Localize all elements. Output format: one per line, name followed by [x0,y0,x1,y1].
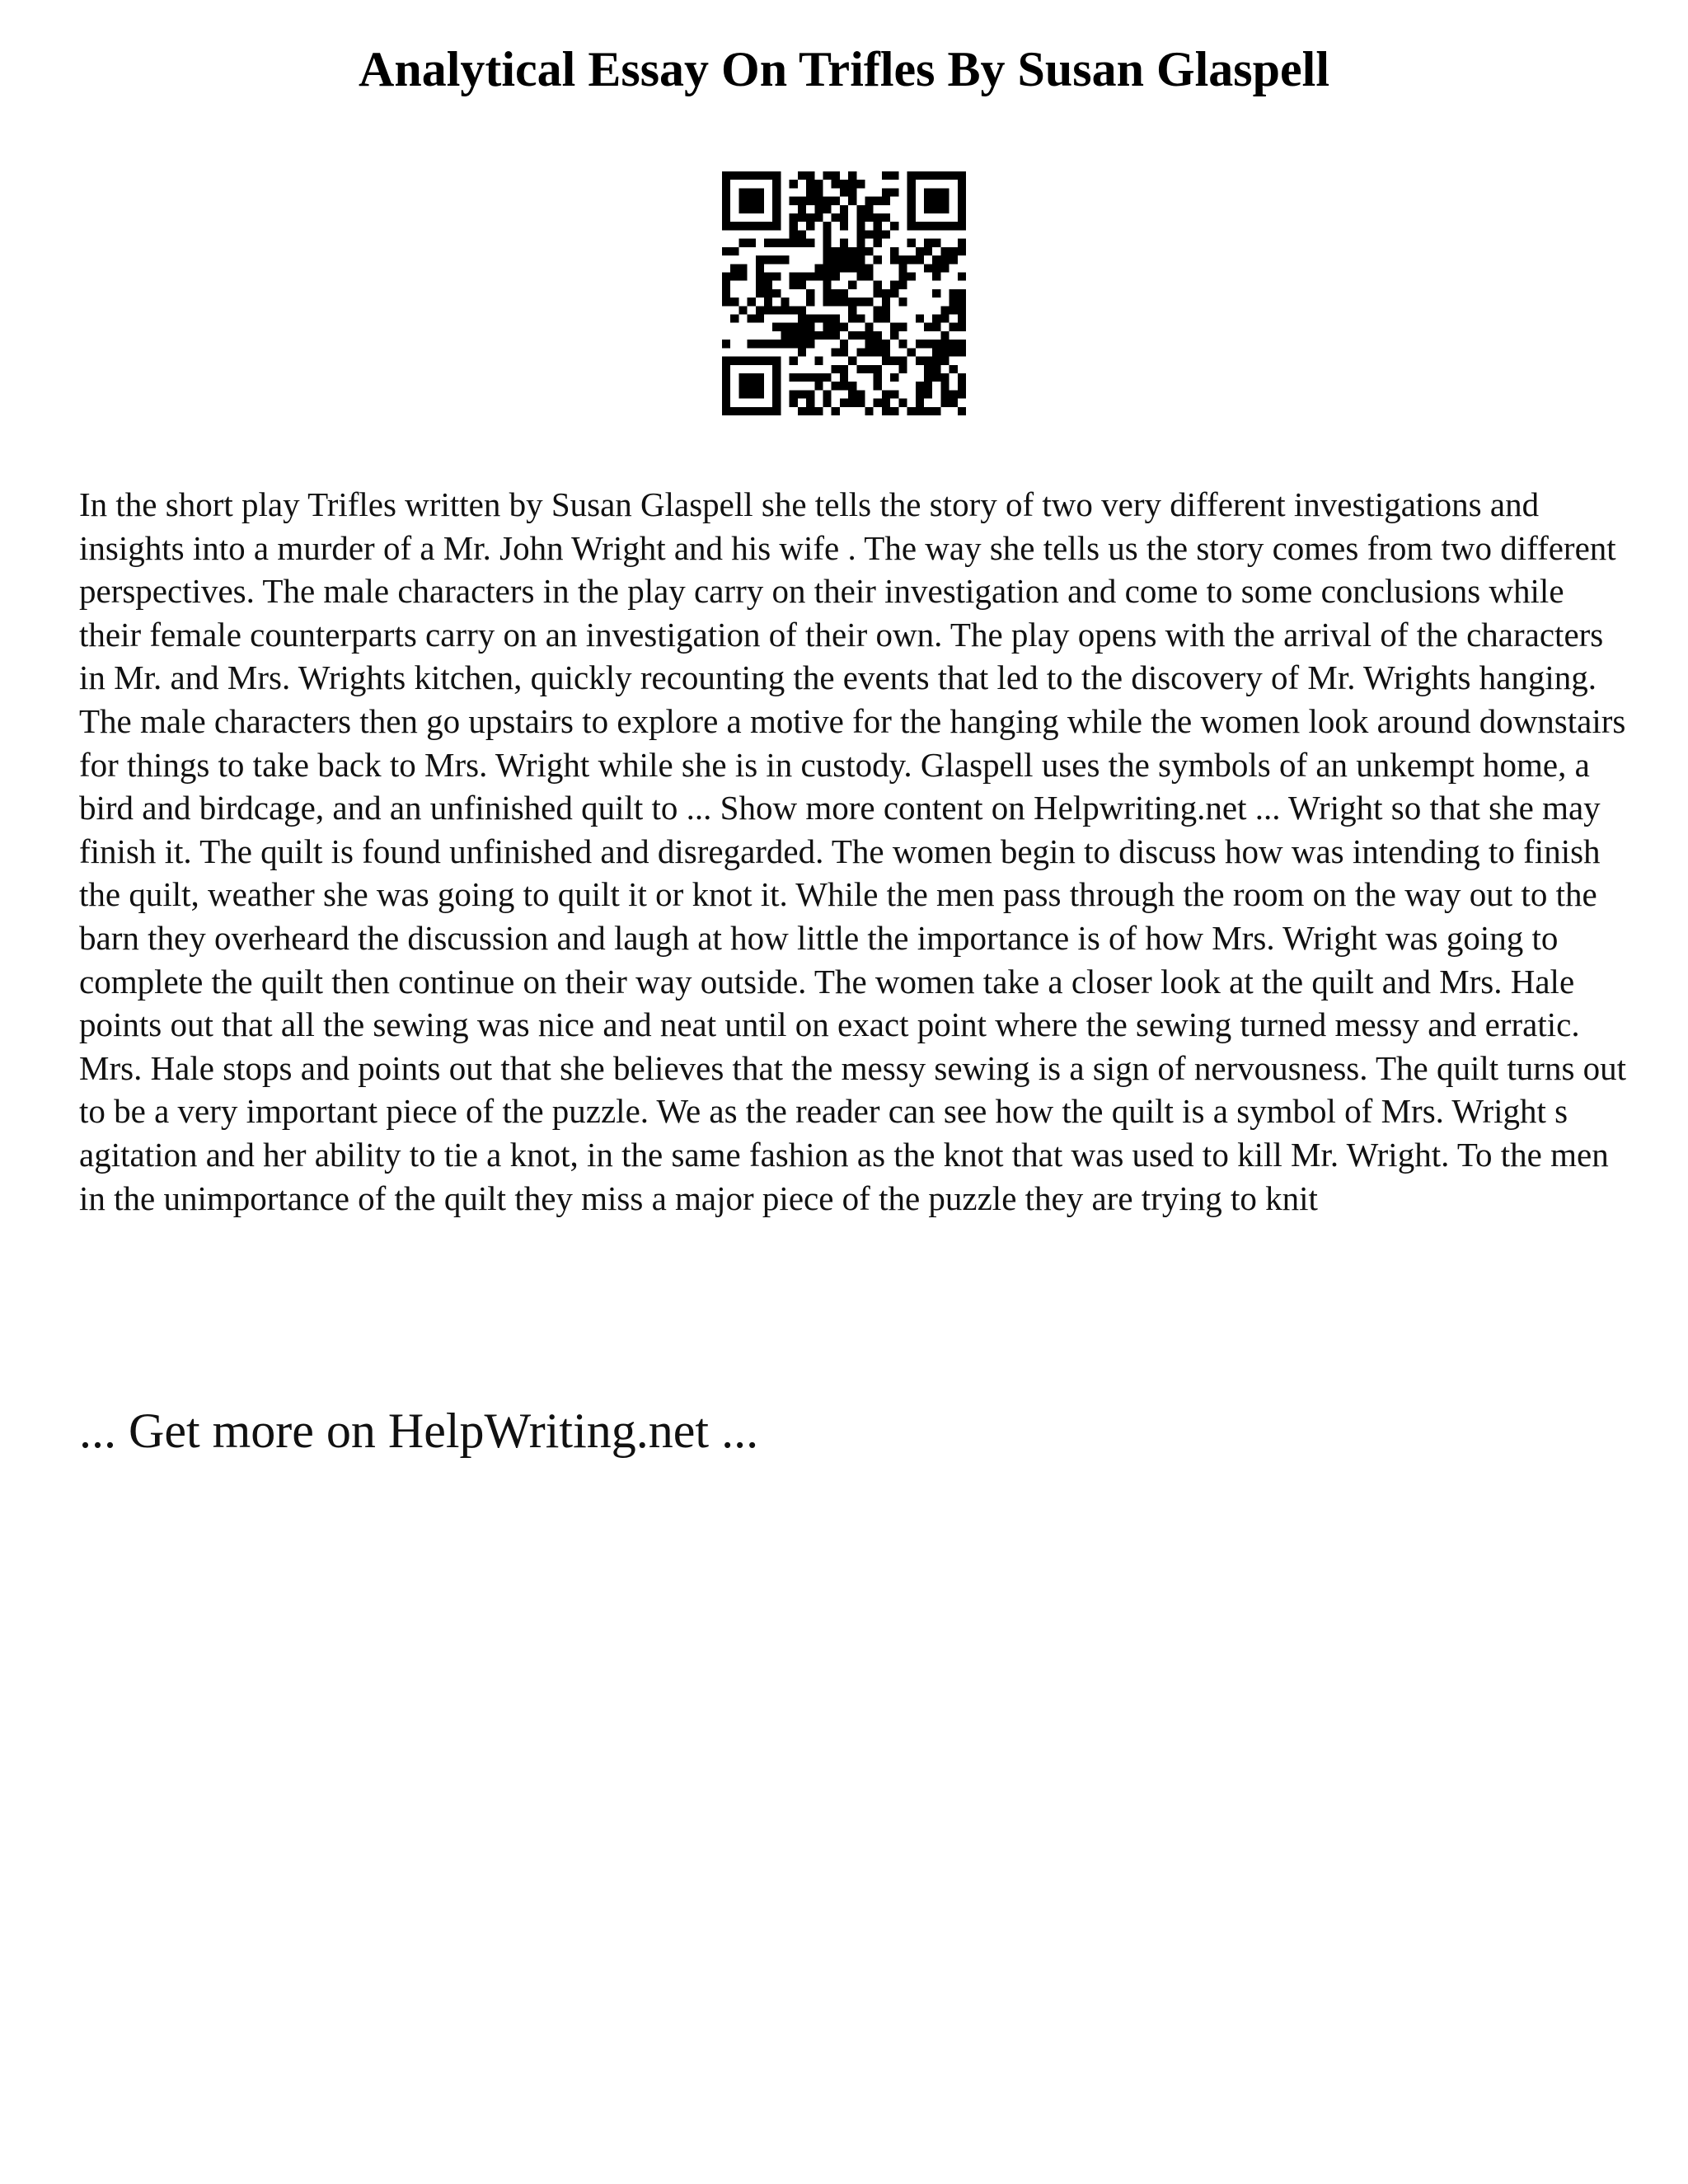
qr-code[interactable] [722,171,966,415]
qr-code-icon [722,171,966,415]
essay-body: In the short play Trifles written by Susan Glaspell she tells the story of two very different investigations and insights into a murder of a Mr. John Wright and his wife . The way she tells us the story comes from two different perspectives. The male characters in the play carry on their investigation and come to some conclusions while their female counterparts carry on an investigation of their own. The play opens with the arrival of the characters in Mr. and Mrs. Wrights kitchen, quickly recounting the events that led to the discovery of Mr. Wrights hanging. The male characters then go upstairs to explore a motive for the hanging while the women look around downstairs for things to take back to Mrs. Wright while she is in custody. Glaspell uses the symbols of an unkempt home, a bird and birdcage, and an unfinished quilt to ... Show more content on Helpwriting.net ... Wright so that she may finish it. The quilt is found unfinished and disregarded. The women begin to discuss how was intending to finish the quilt, weather she was going to quilt it or knot it. While the men pass through the room on the way out to the barn they overheard the discussion and laugh at how little the importance is of how Mrs. Wright was going to complete the quilt then continue on their way outside. The women take a closer look at the quilt and Mrs. Hale points out that all the sewing was nice and neat until on exact point where the sewing turned messy and erratic. Mrs. Hale stops and points out that she believes that the messy sewing is a sign of nervousness. The quilt turns out to be a very important piece of the puzzle. We as the reader can see how the quilt is a symbol of Mrs. Wright s agitation and her ability to tie a knot, in the same fashion as the knot that was used to kill Mr. Wright. To the men in the unimportance of the quilt they miss a major piece of the puzzle they are trying to knit [79,485,1627,1217]
get-more-link[interactable]: ... Get more on HelpWriting.net ... [79,1404,759,1458]
document-title: Analytical Essay On Trifles By Susan Glaspell [359,42,1329,96]
